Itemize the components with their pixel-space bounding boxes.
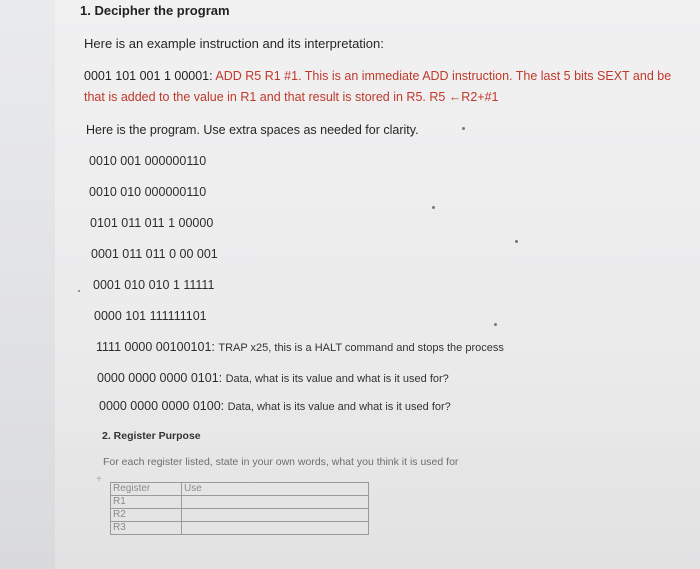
register-cell: R2 xyxy=(111,509,182,522)
table-header-row xyxy=(111,483,369,496)
speck-decoration xyxy=(78,290,80,292)
program-line-code: 0001 010 010 1 11111 xyxy=(93,278,215,292)
table-row xyxy=(111,522,369,535)
use-cell[interactable] xyxy=(182,522,369,535)
table-row xyxy=(111,509,369,522)
register-cell: R1 xyxy=(111,496,182,509)
use-cell[interactable] xyxy=(182,509,369,522)
program-line xyxy=(91,247,218,261)
program-line xyxy=(93,278,214,292)
program-line xyxy=(97,371,449,385)
table-header-register: Register xyxy=(111,483,182,496)
program-line-code: 0010 001 000000110 xyxy=(89,154,207,168)
program-line xyxy=(89,154,206,168)
program-line xyxy=(94,309,207,323)
example-interpretation-line-1: ADD R5 R1 #1. This is an immediate ADD instruction. The last 5 bits SEXT and be xyxy=(215,69,672,83)
example-instruction xyxy=(84,69,671,83)
program-line xyxy=(90,216,213,230)
table-row xyxy=(111,496,369,509)
program-line-code: 0000 0000 0000 0100: xyxy=(99,399,228,413)
program-line-code: 1111 0000 00100101: xyxy=(96,340,219,354)
table-header-use: Use xyxy=(182,483,369,496)
program-line xyxy=(96,340,504,354)
register-purpose-description: For each register listed, state in your own words, what you think it is used for xyxy=(103,456,459,468)
program-line-note: TRAP x25, this is a HALT command and stops the process xyxy=(218,342,504,354)
program-line-note: Data, what is its value and what is it used for? xyxy=(225,373,449,385)
speck-decoration xyxy=(515,240,518,243)
table-move-handle-icon[interactable]: + xyxy=(96,474,102,485)
program-line xyxy=(89,185,206,199)
register-cell: R3 xyxy=(111,522,182,535)
example-instruction-code: 0001 101 001 1 00001: xyxy=(84,69,216,83)
program-line-code: 0101 011 011 1 00000 xyxy=(90,216,214,230)
example-interpretation-line-2: that is added to the value in R1 and that result is stored in R5. R5 ←R2+#1 xyxy=(84,90,499,104)
program-line-note: Data, what is its value and what is it used for? xyxy=(227,401,451,413)
register-table xyxy=(110,482,369,535)
program-line-code: 0001 011 011 0 00 001 xyxy=(91,247,218,261)
program-intro-text: Here is the program. Use extra spaces as needed for clarity. xyxy=(86,123,419,137)
example-intro-text: Here is an example instruction and its interpretation: xyxy=(84,36,384,51)
section-2-heading: 2. Register Purpose xyxy=(102,430,201,442)
section-1-heading: 1. Decipher the program xyxy=(80,3,230,18)
program-line-code: 0010 010 000000110 xyxy=(89,185,207,199)
speck-decoration xyxy=(462,127,465,130)
program-line xyxy=(99,399,451,413)
speck-decoration xyxy=(432,206,435,209)
program-line-code: 0000 0000 0000 0101: xyxy=(97,371,226,385)
use-cell[interactable] xyxy=(182,496,369,509)
program-line-code: 0000 101 111111101 xyxy=(94,309,207,323)
speck-decoration xyxy=(494,323,497,326)
